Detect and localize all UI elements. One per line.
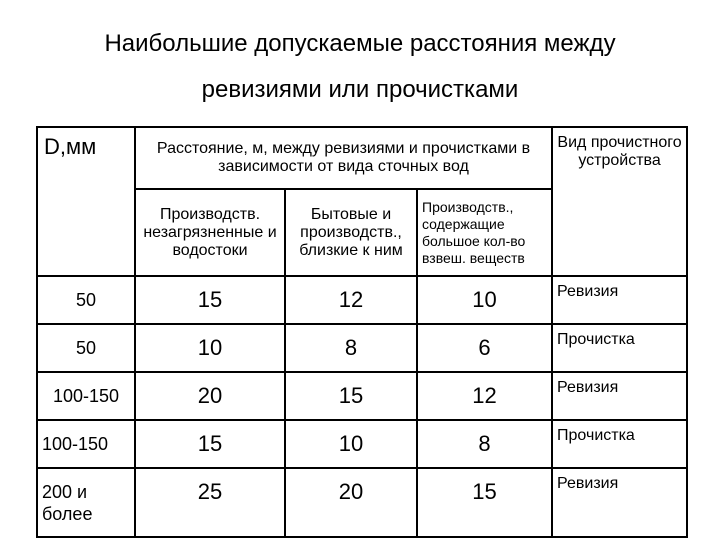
cell-value: 12 — [417, 372, 552, 420]
table-row — [37, 468, 687, 537]
cell-d: 100-150 — [37, 420, 135, 468]
cell-value: 10 — [417, 276, 552, 324]
cell-value: 10 — [285, 420, 417, 468]
header-device-type: Вид прочистного устройства — [552, 127, 687, 276]
cell-device-type: Прочистка — [552, 324, 687, 372]
cell-value: 10 — [135, 324, 285, 372]
cell-value: 8 — [285, 324, 417, 372]
cell-d: 50 — [37, 276, 135, 324]
header-industrial-suspended: Производств., содержащие большое кол-во взвеш. веществ — [417, 189, 552, 276]
cell-device-type: Ревизия — [552, 276, 687, 324]
cell-value: 15 — [285, 372, 417, 420]
header-d-mm: D,мм — [37, 127, 135, 276]
cell-value: 15 — [135, 276, 285, 324]
slide-title-line-1: Наибольшие допускаемые расстояния между — [104, 30, 616, 57]
cell-value: 25 — [135, 468, 285, 537]
header-industrial-clean: Производств. незагрязненные и водостоки — [135, 189, 285, 276]
table-row — [37, 276, 687, 324]
cell-value: 8 — [417, 420, 552, 468]
cell-value: 12 — [285, 276, 417, 324]
distances-table — [36, 126, 688, 538]
slide-title-line-2: ревизиями или прочистками — [201, 76, 519, 103]
cell-device-type: Ревизия — [552, 468, 687, 537]
table-row — [37, 420, 687, 468]
cell-d: 200 и более — [37, 468, 135, 537]
header-distance-group: Расстояние, м, между ревизиями и прочистками в зависимости от вида сточных вод — [135, 127, 552, 189]
cell-value: 15 — [417, 468, 552, 537]
table-header-row — [37, 127, 687, 189]
cell-d: 100-150 — [37, 372, 135, 420]
cell-value: 6 — [417, 324, 552, 372]
cell-device-type: Ревизия — [552, 372, 687, 420]
header-domestic-industrial: Бытовые и производств., близкие к ним — [285, 189, 417, 276]
cell-d: 50 — [37, 324, 135, 372]
cell-device-type: Прочистка — [552, 420, 687, 468]
cell-value: 20 — [135, 372, 285, 420]
table-row — [37, 324, 687, 372]
cell-value: 15 — [135, 420, 285, 468]
cell-value: 20 — [285, 468, 417, 537]
table-row — [37, 372, 687, 420]
